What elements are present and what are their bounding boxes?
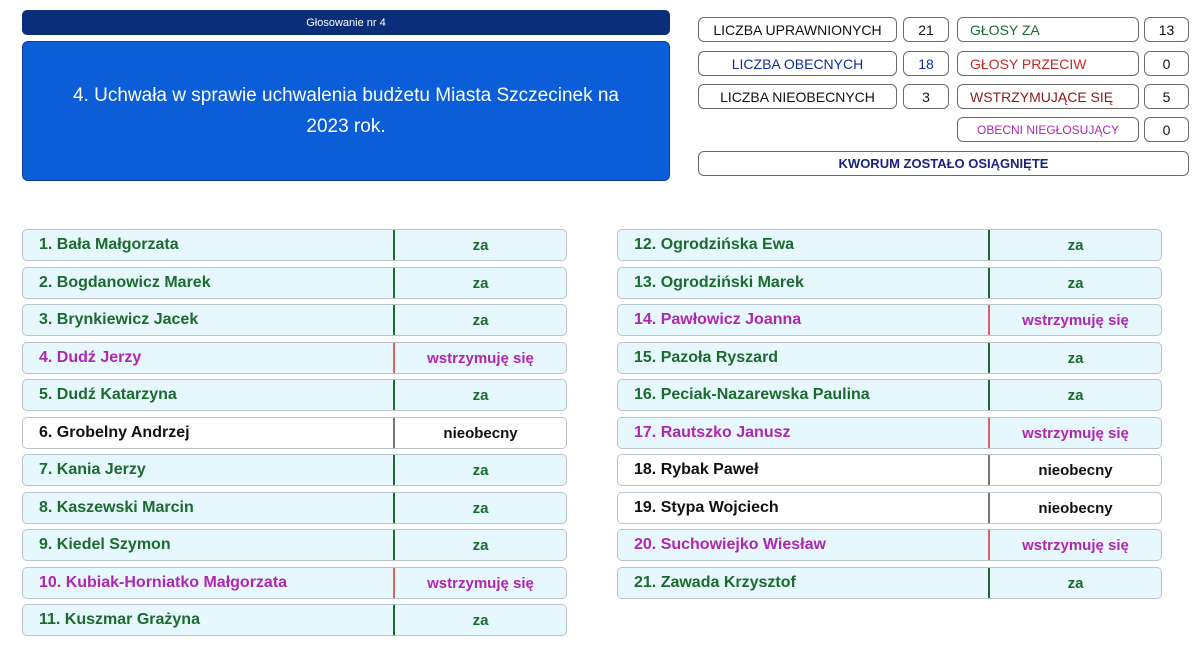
councillor-name: 14. Pawłowicz Joanna [634,311,802,328]
councillor-name: 21. Zawada Krzysztof [634,574,796,591]
councillor-row [22,267,567,299]
councillor-row [617,379,1162,411]
councillor-name: 4. Dudź Jerzy [39,349,142,366]
stat-przeciw-label: GŁOSY PRZECIW [957,51,1139,76]
councillor-name: 2. Bogdanowicz Marek [39,274,211,291]
councillor-row [617,567,1162,599]
councillor-vote: za [988,230,1161,260]
councillor-vote: za [393,530,566,560]
councillor-name: 5. Dudź Katarzyna [39,386,177,403]
councillor-row [22,604,567,636]
stat-za-label: GŁOSY ZA [957,17,1139,42]
councillor-vote: nieobecny [988,455,1161,485]
councillor-row [22,492,567,524]
councillor-row [22,342,567,374]
councillor-vote: wstrzymuję się [988,418,1161,448]
stat-niegłosujacy-label: OBECNI NIEGŁOSUJĄCY [957,117,1139,142]
resolution-title-box [22,41,670,181]
stat-uprawnionych-value: 21 [903,17,949,42]
councillor-vote: za [393,305,566,335]
councillor-vote: za [393,493,566,523]
councillor-row [22,229,567,261]
councillor-name: 19. Stypa Wojciech [634,499,779,516]
councillor-vote: wstrzymuję się [988,305,1161,335]
councillor-row [617,417,1162,449]
stat-wstrzymujace-value: 5 [1144,84,1189,109]
councillor-vote: za [988,268,1161,298]
councillor-row [617,492,1162,524]
councillor-vote: wstrzymuję się [988,530,1161,560]
councillor-row [617,304,1162,336]
councillor-name: 12. Ogrodzińska Ewa [634,236,795,253]
councillor-name: 7. Kania Jerzy [39,461,146,478]
vote-number-header: Głosowanie nr 4 [22,10,670,35]
councillor-name: 10. Kubiak-Horniatko Małgorzata [39,574,288,591]
stat-nieobecnych-value: 3 [903,84,949,109]
councillor-row [22,304,567,336]
stat-przeciw-value: 0 [1144,51,1189,76]
councillor-vote: wstrzymuję się [393,343,566,373]
stat-uprawnionych-label: LICZBA UPRAWNIONYCH [698,17,897,42]
councillor-name: 15. Pazoła Ryszard [634,349,779,366]
councillor-row [22,417,567,449]
councillor-row [617,454,1162,486]
councillor-name: 11. Kuszmar Grażyna [39,611,200,628]
councillor-row [22,454,567,486]
stat-nieobecnych-label: LICZBA NIEOBECNYCH [698,84,897,109]
councillor-row [617,342,1162,374]
councillor-vote: za [988,568,1161,598]
councillor-vote: za [988,343,1161,373]
councillor-name: 6. Grobelny Andrzej [39,424,190,441]
councillor-name: 16. Peciak-Nazarewska Paulina [634,386,870,403]
councillor-name: 8. Kaszewski Marcin [39,499,194,516]
councillor-row [22,379,567,411]
councillor-vote: za [393,455,566,485]
councillor-vote: za [393,380,566,410]
councillor-row [617,267,1162,299]
kworum-status: KWORUM ZOSTAŁO OSIĄGNIĘTE [698,151,1189,176]
councillor-row [617,229,1162,261]
councillor-name: 13. Ogrodziński Marek [634,274,804,291]
councillor-vote: za [393,230,566,260]
councillor-row [22,567,567,599]
councillor-vote: za [393,605,566,635]
stat-wstrzymujace-label: WSTRZYMUJĄCE SIĘ [957,84,1139,109]
stat-obecnych-value: 18 [903,51,949,76]
councillor-name: 3. Brynkiewicz Jacek [39,311,199,328]
stat-obecnych-label: LICZBA OBECNYCH [698,51,897,76]
stat-za-value: 13 [1144,17,1189,42]
councillor-name: 1. Bała Małgorzata [39,236,179,253]
stat-niegłosujacy-value: 0 [1144,117,1189,142]
councillor-row [22,529,567,561]
councillor-name: 17. Rautszko Janusz [634,424,791,441]
resolution-title: 4. Uchwała w sprawie uchwalenia budżetu Miasta Szczecinek na 2023 rok. [73,85,619,137]
councillor-name: 20. Suchowiejko Wiesław [634,536,826,553]
councillor-vote: za [393,268,566,298]
councillor-vote: nieobecny [393,418,566,448]
councillor-name: 9. Kiedel Szymon [39,536,171,553]
councillor-vote: nieobecny [988,493,1161,523]
councillor-vote: wstrzymuję się [393,568,566,598]
councillor-row [617,529,1162,561]
councillor-vote: za [988,380,1161,410]
councillor-name: 18. Rybak Paweł [634,461,759,478]
